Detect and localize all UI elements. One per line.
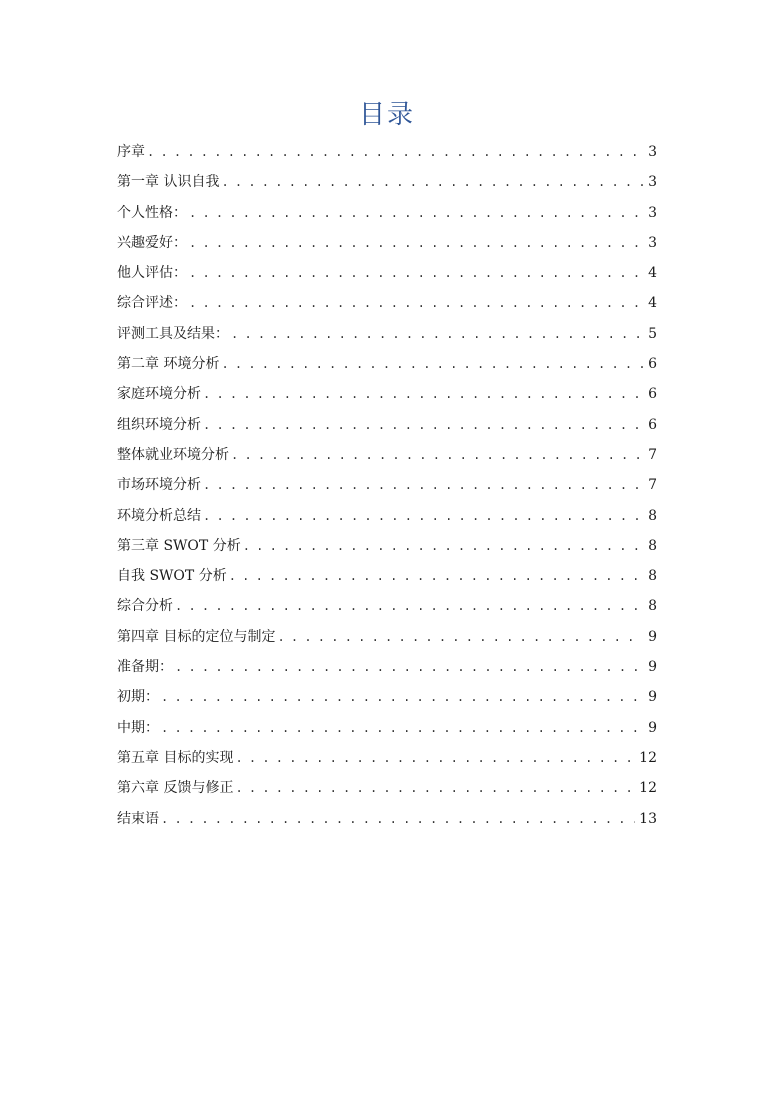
toc-dot-leader <box>203 379 643 409</box>
toc-entry-market-environment[interactable] <box>117 470 657 500</box>
toc-entry-chapter-2[interactable] <box>117 349 657 379</box>
toc-page-number: 8 <box>648 537 657 554</box>
toc-entry-middle-period[interactable] <box>117 713 657 743</box>
toc-entry-label: 家庭环境分析 <box>117 386 201 403</box>
toc-dot-leader <box>147 137 643 167</box>
toc-entry-chapter-4[interactable] <box>117 622 657 652</box>
toc-entry-label: 他人评估： <box>117 265 187 282</box>
toc-entry-label: 整体就业环境分析 <box>117 446 229 463</box>
toc-dot-leader <box>203 501 643 531</box>
toc-title: 目录 <box>358 100 415 130</box>
toc-page-number: 9 <box>648 689 657 706</box>
toc-entry-chapter-3[interactable] <box>117 531 657 561</box>
toc-entry-label: 评测工具及结果： <box>117 325 229 342</box>
toc-entry-conclusion[interactable] <box>117 804 657 834</box>
toc-dot-leader <box>235 773 635 803</box>
toc-entry-chapter-1[interactable] <box>117 167 657 197</box>
toc-entry-employment-environment[interactable] <box>117 440 657 470</box>
toc-entry-label: 第二章 环境分析 <box>117 356 220 373</box>
toc-dot-leader <box>175 591 643 621</box>
toc-entry-label: 第五章 目标的实现 <box>117 749 234 766</box>
toc-entry-self-swot[interactable] <box>117 561 657 591</box>
toc-entry-preparation-period[interactable] <box>117 652 657 682</box>
toc-page-number: 4 <box>648 295 657 312</box>
toc-entry-chapter-6[interactable] <box>117 773 657 803</box>
toc-dot-leader <box>243 531 643 561</box>
toc-list <box>117 137 657 834</box>
toc-entry-preface[interactable] <box>117 137 657 167</box>
toc-page-number: 8 <box>648 507 657 524</box>
toc-entry-organization-environment[interactable] <box>117 410 657 440</box>
toc-dot-leader <box>221 167 643 197</box>
toc-page-number: 12 <box>639 749 657 766</box>
toc-dot-leader <box>203 470 643 500</box>
toc-entry-label: 自我 SWOT 分析 <box>117 568 227 585</box>
toc-dot-leader <box>189 228 643 258</box>
toc-dot-leader <box>161 713 643 743</box>
toc-page-number: 4 <box>648 265 657 282</box>
toc-dot-leader <box>203 410 643 440</box>
toc-dot-leader <box>277 622 643 652</box>
toc-dot-leader <box>189 288 643 318</box>
toc-entry-initial-period[interactable] <box>117 682 657 712</box>
toc-entry-label: 第四章 目标的定位与制定 <box>117 628 276 645</box>
toc-dot-leader <box>221 349 643 379</box>
toc-entry-label: 市场环境分析 <box>117 477 201 494</box>
toc-entry-label: 第六章 反馈与修正 <box>117 780 234 797</box>
toc-page-number: 7 <box>648 477 657 494</box>
toc-dot-leader <box>231 319 643 349</box>
toc-entry-label: 综合分析 <box>117 598 173 615</box>
toc-entry-label: 结束语 <box>117 810 159 827</box>
toc-entry-label: 准备期： <box>117 659 173 676</box>
toc-entry-label: 初期： <box>117 689 159 706</box>
toc-page-number: 13 <box>639 810 657 827</box>
toc-entry-family-environment[interactable] <box>117 379 657 409</box>
toc-entry-others-evaluation[interactable] <box>117 258 657 288</box>
toc-page-number: 12 <box>639 780 657 797</box>
toc-page-number: 3 <box>648 234 657 251</box>
toc-entry-comprehensive-analysis[interactable] <box>117 591 657 621</box>
toc-page-number: 7 <box>648 446 657 463</box>
toc-entry-label: 中期： <box>117 719 159 736</box>
toc-entry-environment-summary[interactable] <box>117 501 657 531</box>
toc-page-number: 3 <box>648 144 657 160</box>
toc-entry-interests[interactable] <box>117 228 657 258</box>
toc-entry-label: 序章 <box>117 144 145 160</box>
toc-page-number: 5 <box>648 325 657 342</box>
toc-dot-leader <box>161 804 635 834</box>
toc-entry-chapter-5[interactable] <box>117 743 657 773</box>
toc-dot-leader <box>235 743 635 773</box>
toc-page-number: 6 <box>648 416 657 433</box>
toc-page-number: 6 <box>648 356 657 373</box>
toc-dot-leader <box>189 258 643 288</box>
toc-entry-label: 个人性格： <box>117 204 187 221</box>
toc-page-number: 9 <box>648 628 657 645</box>
toc-page-number: 3 <box>648 204 657 221</box>
toc-entry-label: 第三章 SWOT 分析 <box>117 537 241 554</box>
toc-entry-assessment-tools[interactable] <box>117 319 657 349</box>
toc-entry-summary-review[interactable] <box>117 288 657 318</box>
toc-dot-leader <box>161 682 643 712</box>
toc-dot-leader <box>231 440 643 470</box>
toc-page-number: 8 <box>648 568 657 585</box>
toc-dot-leader <box>175 652 643 682</box>
toc-page-number: 9 <box>648 659 657 676</box>
toc-dot-leader <box>189 198 643 228</box>
toc-page-number: 9 <box>648 719 657 736</box>
toc-page-number: 8 <box>648 598 657 615</box>
toc-page-number: 6 <box>648 386 657 403</box>
toc-dot-leader <box>229 561 643 591</box>
toc-page-number: 3 <box>648 174 657 191</box>
toc-entry-label: 兴趣爱好： <box>117 234 187 251</box>
toc-entry-label: 组织环境分析 <box>117 416 201 433</box>
toc-entry-label: 环境分析总结 <box>117 507 201 524</box>
toc-entry-label: 综合评述： <box>117 295 187 312</box>
toc-entry-personality[interactable] <box>117 198 657 228</box>
toc-entry-label: 第一章 认识自我 <box>117 174 220 191</box>
